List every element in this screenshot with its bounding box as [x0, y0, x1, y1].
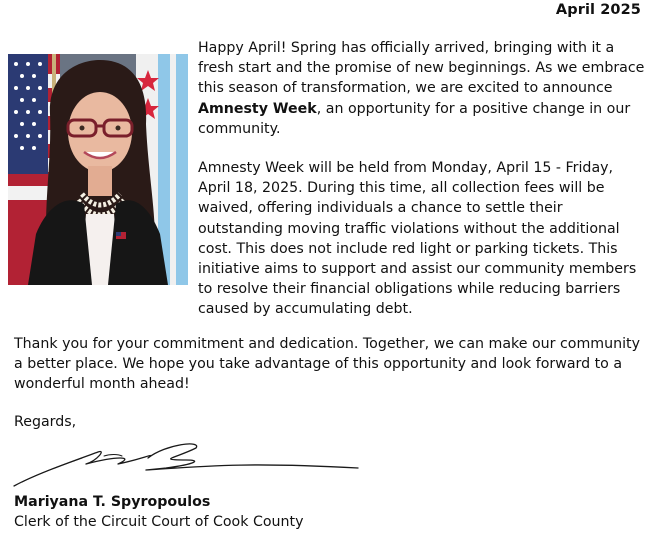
signature-image: [6, 434, 366, 492]
closing-paragraph: Thank you for your commitment and dedication. Together, we can make our community a better place. We hope you take advantage of this opportunity and look forward to a wonderful month ahead!: [14, 336, 641, 393]
intro-column: [198, 38, 646, 339]
intro-paragraph: [198, 38, 646, 139]
intro-text-end: , an opportunity for a positive change in our community.: [198, 100, 631, 137]
details-paragraph: Amnesty Week will be held from Monday, April 15 - Friday, April 18, 2025. During this time, all collection fees will be waived, offering individuals a chance to settle their outstanding moving traffic violations without the additional cost. This does not include red light or parking tickets. This initiative aims to support and assist our community members to resolve their financial obligations while reducing barriers caused by accumulating debt.: [198, 160, 637, 318]
intro-text-start: Happy April! Spring has officially arrived, bringing with it a fresh start and the promise of new beginnings. As we embrace this season of transformation, we are excited to announce: [198, 40, 645, 97]
amnesty-week-highlight: Amnesty Week: [198, 100, 317, 117]
signer-name: Mariyana T. Spyropoulos: [14, 494, 211, 510]
portrait-photo: [8, 54, 188, 285]
signer-title: Clerk of the Circuit Court of Cook County: [14, 514, 304, 530]
closing-paragraph-block: [14, 334, 644, 395]
date-heading: April 2025: [555, 2, 641, 18]
regards-line: Regards,: [14, 414, 77, 430]
